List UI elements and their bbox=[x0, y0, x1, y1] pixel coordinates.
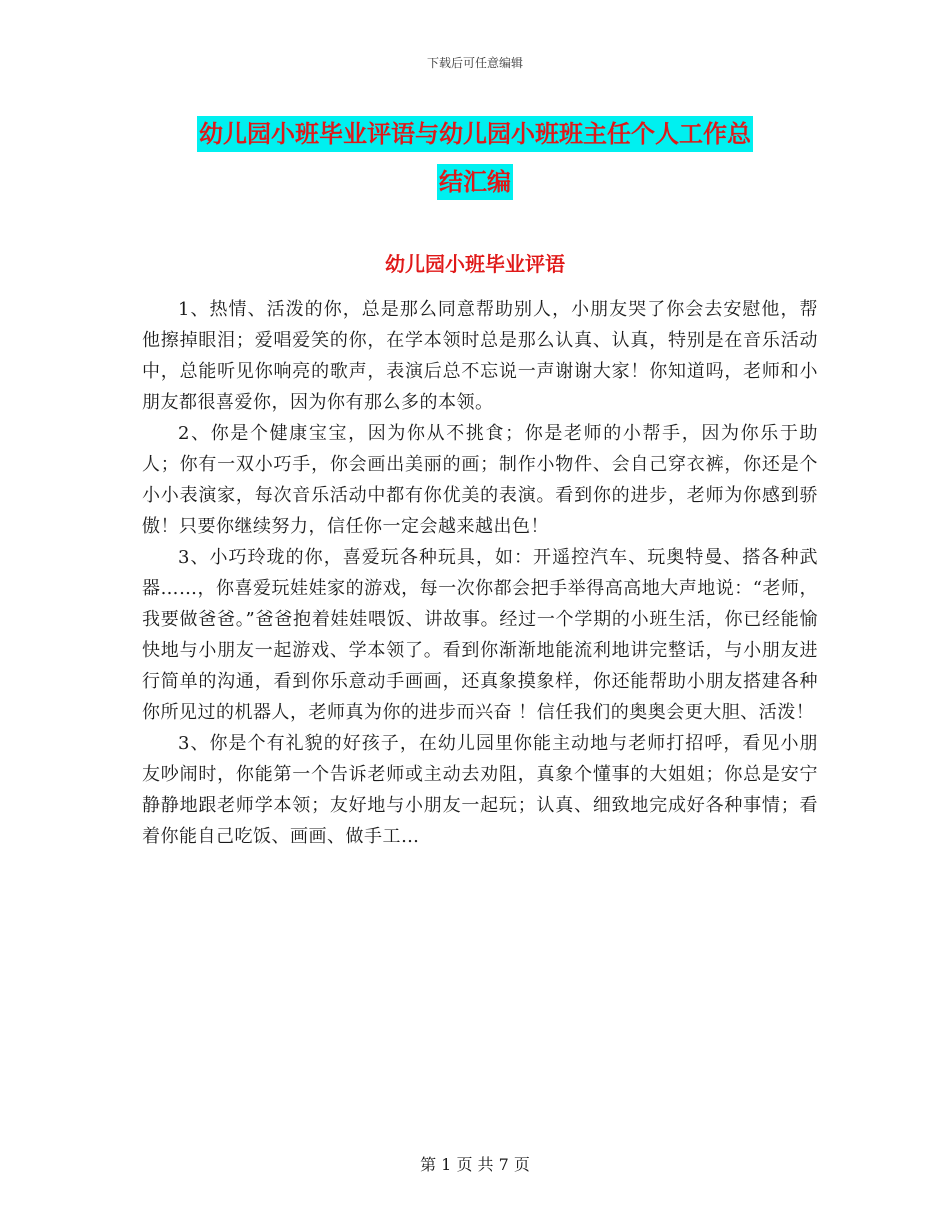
page-footer: 第 1 页 共 7 页 bbox=[420, 1155, 530, 1174]
paragraph-4: 3、你是个有礼貌的好孩子，在幼儿园里你能主动地与老师打招呼，看见小朋友吵闹时，你能第一个告诉老师或主动去劝阻，真象个懂事的大姐姐；你总是安宁静静地跟老师学本领；友好地与小朋友一起玩；认真、细致地完成好各种事情；看着你能自己吃饭、画画、做手工… bbox=[142, 733, 818, 847]
document-title-line-2: 结汇编 bbox=[437, 164, 513, 200]
page-header-note: 下载后可任意编辑 bbox=[426, 56, 523, 70]
paragraph-2: 2、你是个健康宝宝，因为你从不挑食；你是老师的小帮手，因为你乐于助人；你有一双小巧手，你会画出美丽的画；制作小物件、会自己穿衣裤，你还是个小小表演家，每次音乐活动中都有你优美的表演。看到你的进步，老师为你感到骄傲！只要你继续努力，信任你一定会越来越出色！ bbox=[142, 423, 818, 537]
document-title-line-1: 幼儿园小班毕业评语与幼儿园小班班主任个人工作总 bbox=[197, 116, 753, 152]
body-text bbox=[142, 294, 818, 852]
section-title: 幼儿园小班毕业评语 bbox=[385, 252, 565, 276]
document-title bbox=[0, 110, 950, 206]
paragraph-3: 3、小巧玲珑的你，喜爱玩各种玩具，如：开遥控汽车、玩奥特曼、搭各种武器……，你喜爱玩娃娃家的游戏，每一次你都会把手举得高高地大声地说：“老师，我要做爸爸。”爸爸抱着娃娃喂饭、讲故事。经过一个学期的小班生活，你已经能愉快地与小朋友一起游戏、学本领了。看到你渐渐地能流利地讲完整话，与小朋友进行简单的沟通，看到你乐意动手画画，还真象摸象样，你还能帮助小朋友搭建各种你所见过的机器人，老师真为你的进步而兴奋 ！信任我们的奥奥会更大胆、活泼！ bbox=[142, 547, 818, 723]
paragraph-1: 1、热情、活泼的你，总是那么同意帮助别人，小朋友哭了你会去安慰他，帮他擦掉眼泪；爱唱爱笑的你，在学本领时总是那么认真、认真，特别是在音乐活动中，总能听见你响亮的歌声，表演后总不忘说一声谢谢大家！你知道吗，老师和小朋友都很喜爱你，因为你有那么多的本领。 bbox=[142, 299, 818, 413]
